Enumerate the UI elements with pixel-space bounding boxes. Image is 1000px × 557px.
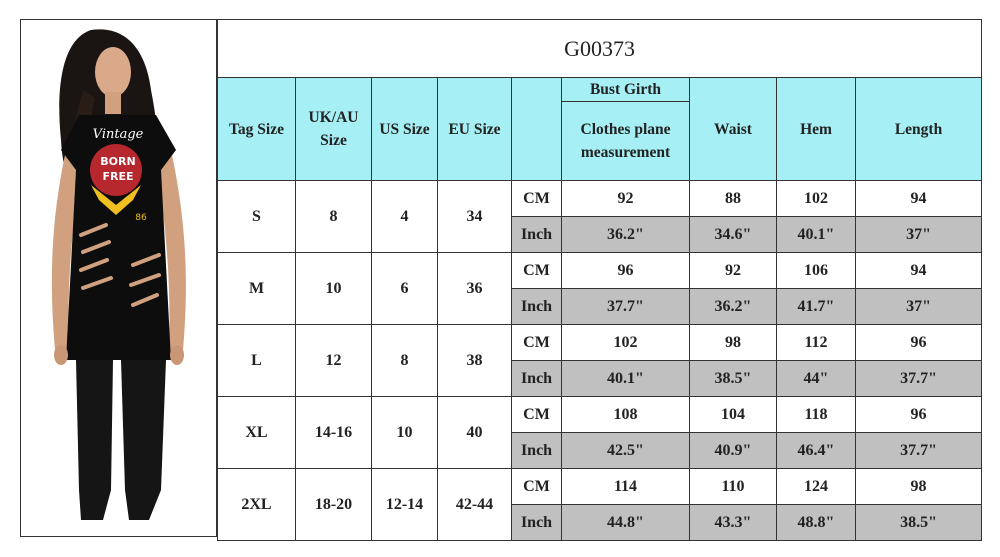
header-bust-sub-line1: Clothes plane [580,121,671,138]
hem-inch-cell: 46.4" [777,433,856,469]
header-uk-au-size [296,78,372,181]
uk-au-size-cell: 10 [296,253,372,325]
table-row [218,397,982,433]
header-tag-size: Tag Size [218,78,296,181]
hem-cm-cell: 112 [777,325,856,361]
header-bust-sub [562,102,690,181]
length-inch-cell: 37.7" [856,433,982,469]
bust-cm-cell: 92 [562,181,690,217]
unit-inch-cell: Inch [512,433,562,469]
uk-au-size-cell: 12 [296,325,372,397]
tag-size-cell: L [218,325,296,397]
table-row [218,325,982,361]
eu-size-cell: 40 [438,397,512,469]
header-hem: Hem [777,78,856,181]
waist-cm-cell: 98 [690,325,777,361]
waist-inch-cell: 36.2" [690,289,777,325]
hem-cm-cell: 106 [777,253,856,289]
tag-size-cell: S [218,181,296,253]
bust-cm-cell: 96 [562,253,690,289]
length-cm-cell: 96 [856,397,982,433]
eu-size-cell: 38 [438,325,512,397]
uk-au-size-cell: 8 [296,181,372,253]
header-us-size: US Size [372,78,438,181]
us-size-cell: 12-14 [372,469,438,541]
waist-inch-cell: 43.3" [690,505,777,541]
model-illustration [21,20,216,536]
us-size-cell: 10 [372,397,438,469]
unit-cm-cell: CM [512,181,562,217]
bust-inch-cell: 37.7" [562,289,690,325]
unit-cm-cell: CM [512,253,562,289]
bust-inch-cell: 40.1" [562,361,690,397]
uk-au-size-cell: 14-16 [296,397,372,469]
eu-size-cell: 42-44 [438,469,512,541]
length-inch-cell: 37" [856,289,982,325]
table-row [218,253,982,289]
unit-inch-cell: Inch [512,505,562,541]
us-size-cell: 4 [372,181,438,253]
header-uk-au-line1: UK/AU [308,108,359,126]
unit-inch-cell: Inch [512,289,562,325]
model-photo [20,19,217,537]
size-chart-table [217,19,982,541]
bust-cm-cell: 102 [562,325,690,361]
length-cm-cell: 98 [856,469,982,505]
shirt-text-free: FREE [102,170,134,183]
tag-size-cell: M [218,253,296,325]
bust-inch-cell: 42.5" [562,433,690,469]
header-uk-au-line2: Size [320,132,347,150]
unit-cm-cell: CM [512,397,562,433]
us-size-cell: 8 [372,325,438,397]
hem-cm-cell: 124 [777,469,856,505]
table-row [218,181,982,217]
bust-cm-cell: 114 [562,469,690,505]
waist-cm-cell: 88 [690,181,777,217]
hem-cm-cell: 118 [777,397,856,433]
hem-inch-cell: 41.7" [777,289,856,325]
waist-inch-cell: 38.5" [690,361,777,397]
length-inch-cell: 37" [856,217,982,253]
length-inch-cell: 37.7" [856,361,982,397]
shirt-text-vintage: Vintage [92,127,144,142]
shirt-text-born: BORN [100,155,136,168]
us-size-cell: 6 [372,253,438,325]
table-row [218,469,982,505]
tag-size-cell: XL [218,397,296,469]
hem-inch-cell: 48.8" [777,505,856,541]
header-waist: Waist [690,78,777,181]
product-code: G00373 [218,20,982,78]
unit-inch-cell: Inch [512,361,562,397]
waist-inch-cell: 40.9" [690,433,777,469]
header-eu-size: EU Size [438,78,512,181]
hem-cm-cell: 102 [777,181,856,217]
bust-inch-cell: 36.2" [562,217,690,253]
length-cm-cell: 94 [856,253,982,289]
unit-cm-cell: CM [512,469,562,505]
bust-cm-cell: 108 [562,397,690,433]
header-length: Length [856,78,982,181]
shirt-text-86: 86 [135,213,147,223]
hem-inch-cell: 44" [777,361,856,397]
eu-size-cell: 34 [438,181,512,253]
header-unit [512,78,562,181]
length-cm-cell: 94 [856,181,982,217]
waist-cm-cell: 92 [690,253,777,289]
header-bust-girth: Bust Girth [562,78,690,102]
unit-inch-cell: Inch [512,217,562,253]
uk-au-size-cell: 18-20 [296,469,372,541]
length-inch-cell: 38.5" [856,505,982,541]
waist-cm-cell: 104 [690,397,777,433]
waist-inch-cell: 34.6" [690,217,777,253]
length-cm-cell: 96 [856,325,982,361]
hem-inch-cell: 40.1" [777,217,856,253]
unit-cm-cell: CM [512,325,562,361]
eu-size-cell: 36 [438,253,512,325]
tag-size-cell: 2XL [218,469,296,541]
size-rows [218,181,982,541]
waist-cm-cell: 110 [690,469,777,505]
bust-inch-cell: 44.8" [562,505,690,541]
header-bust-sub-line2: measurement [580,144,671,162]
